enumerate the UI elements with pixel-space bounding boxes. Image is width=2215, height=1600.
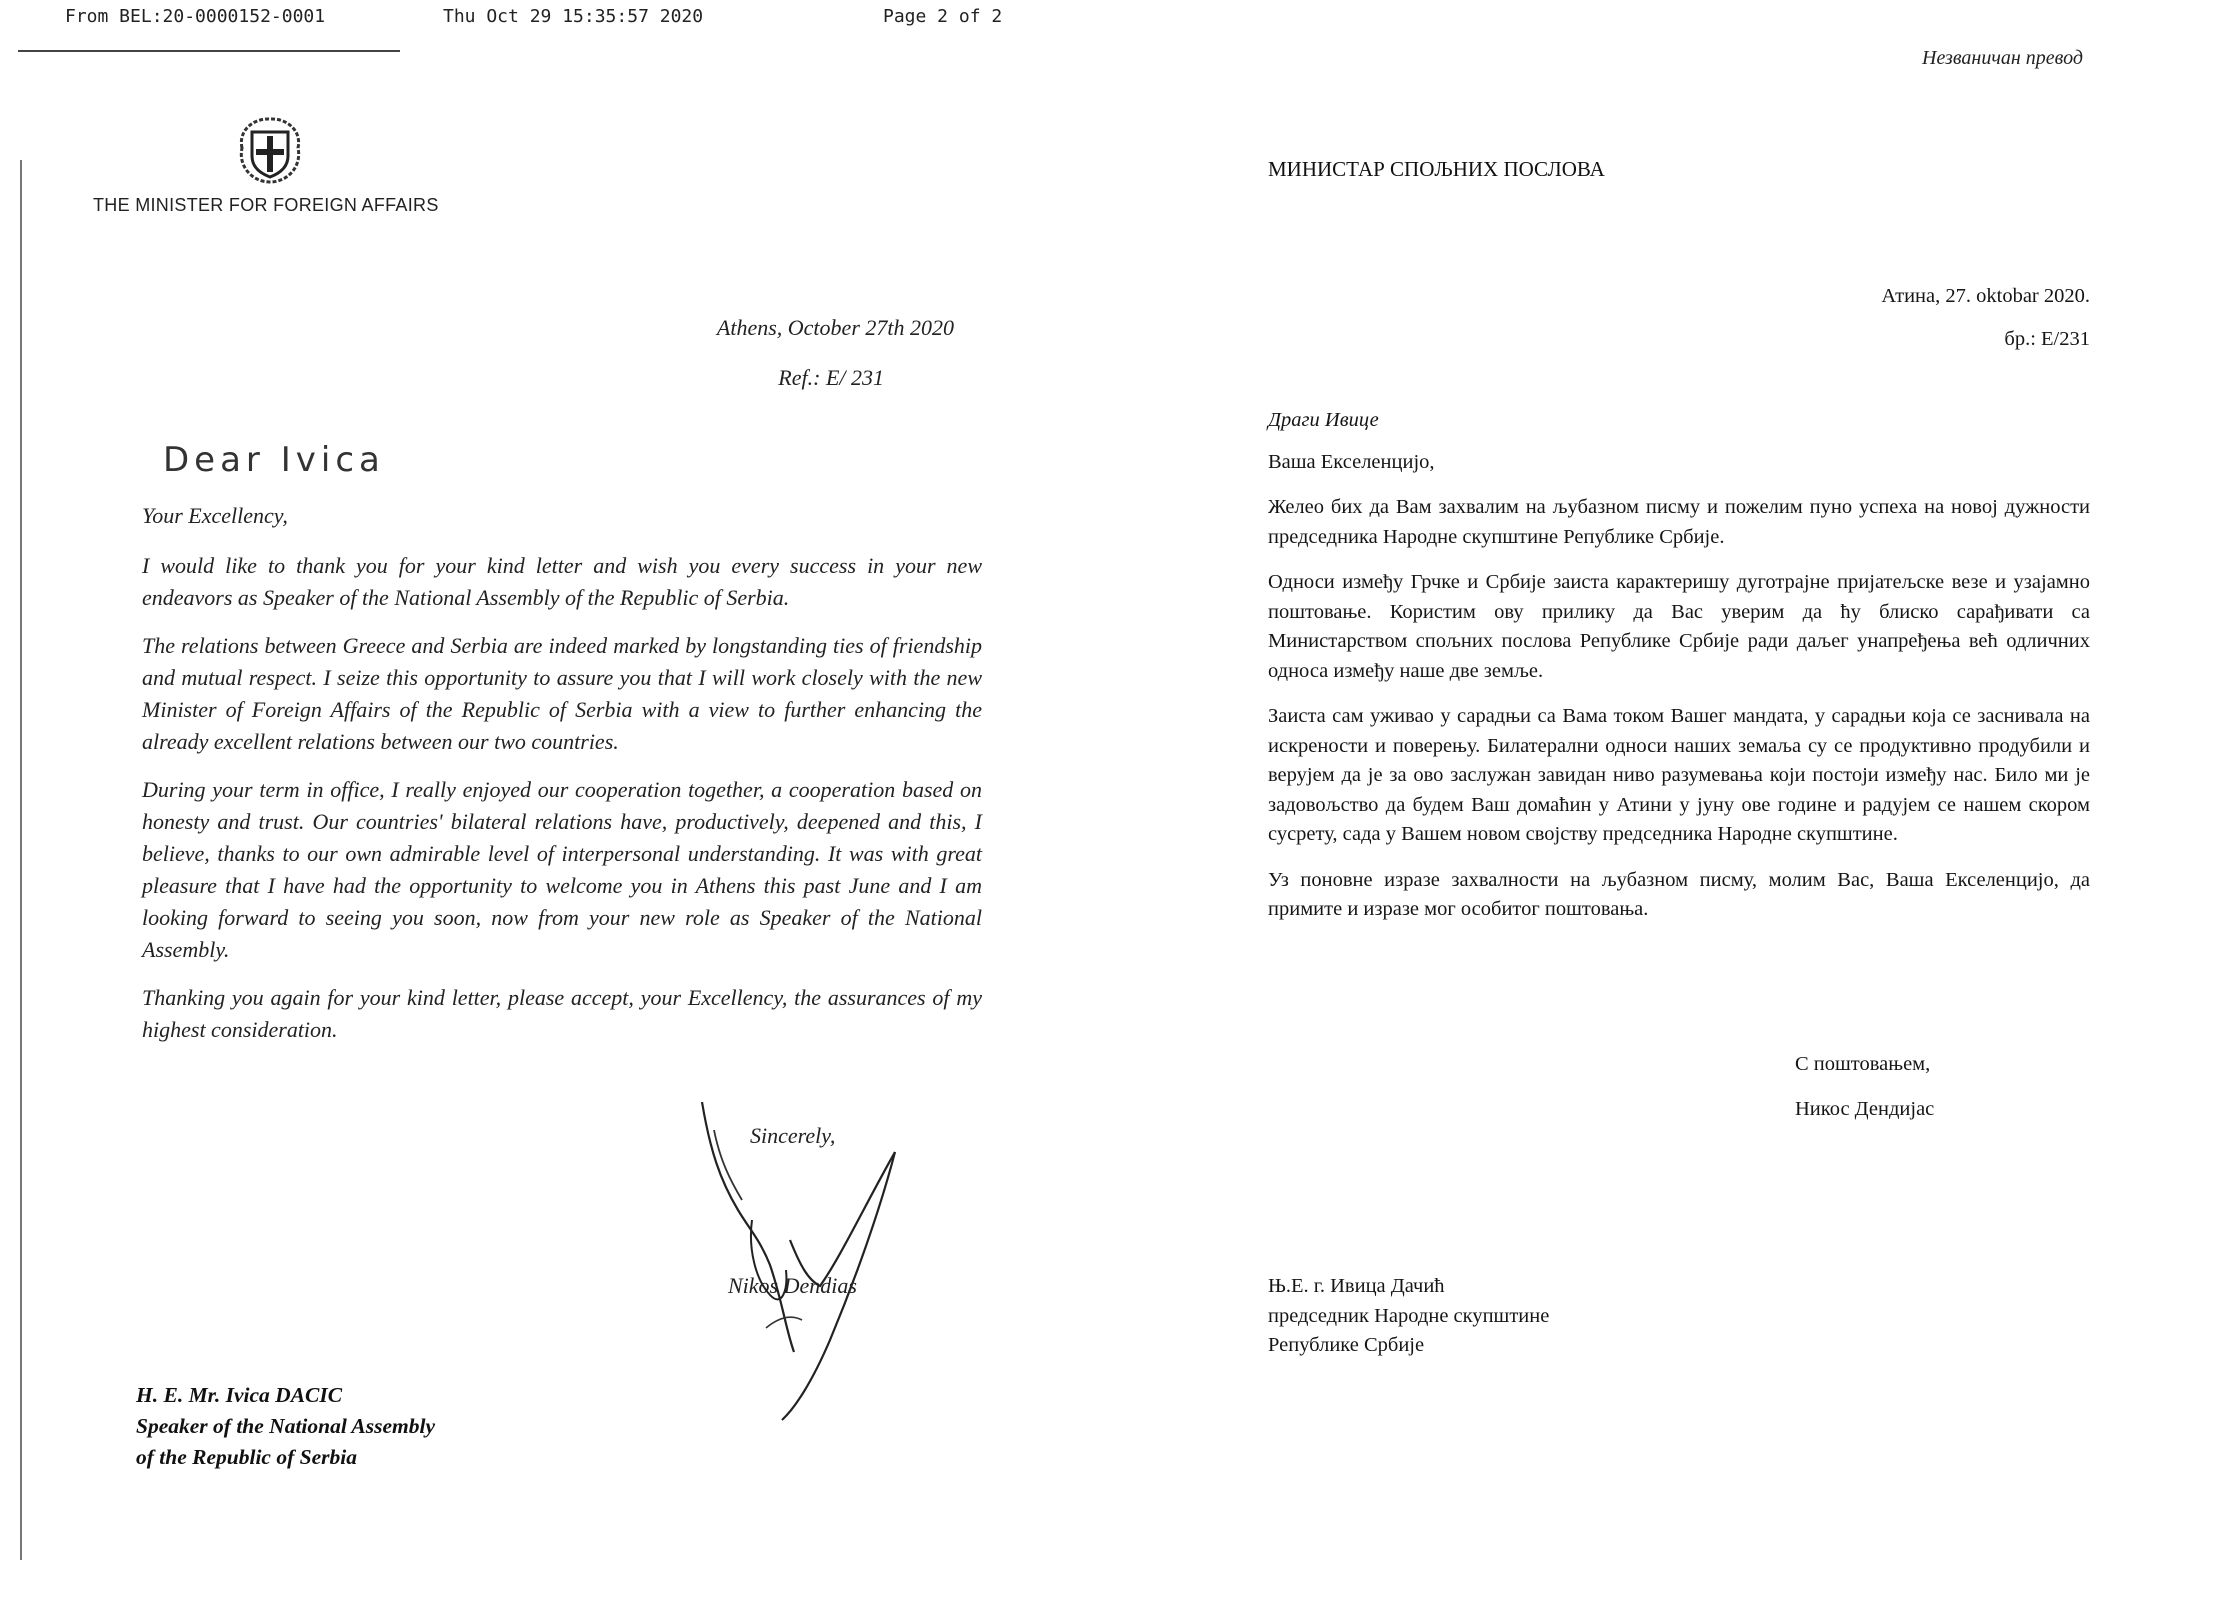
english-place-date: Athens, October 27th 2020: [716, 315, 954, 340]
english-closing: Sincerely,: [750, 1123, 836, 1148]
serbian-addressee-name: Њ.Е. г. Ивица Дачић: [1268, 1275, 1445, 1297]
translation-note: Незваничан превод: [1922, 47, 2083, 69]
serbian-salutation: Ваша Екселенцијо,: [1268, 450, 1435, 473]
serbian-place-date: Атина, 27. oktobar 2020.: [1881, 285, 2090, 307]
fax-page-number: Page 2 of 2: [883, 6, 1003, 27]
addressee-title: Speaker of the National Assembly: [136, 1414, 436, 1438]
serbian-paragraph-4: Уз поновне изразе захвалности на љубазном писму, молим Вас, Ваша Екселенцијо, да примите и изразе мог особитог поштовања.: [1268, 868, 2090, 920]
serbian-closing: С поштовањем,: [1795, 1053, 1931, 1075]
serbian-paragraph-1: Желео бих да Вам захвалим на љубазном писму и пожелим пуно успеха на новој дужности председника Народне скупштине Републике Србије.: [1268, 496, 2090, 548]
english-paragraph-1: I would like to thank you for your kind letter and wish you every success in your new endeavors as Speaker of the National Assembly of the Republic of Serbia.: [142, 553, 982, 610]
serbian-paragraph-3: Заиста сам уживао у сарадњи са Вама током Вашег мандата, у сарадњи која се заснивала на искрености и поверењу. Билатерални односи наших земаља су се продуктивно продубили и верујем да је за ово заслужан завидан ниво разумевања који постоји између нас. Било ми је задовољство да будем Ваш домаћин у Атини у јуну ове године и радујем се нашем скором сусрету, сада у Вашем новом својству председника Народне скупштине.: [1268, 705, 2090, 845]
serbian-signatory: Никос Дендијас: [1795, 1098, 1935, 1120]
addressee-name: H. E. Mr. Ivica DACIC: [136, 1383, 343, 1407]
english-signatory: Nikos Dendias: [728, 1273, 857, 1298]
serbian-paragraph-2: Односи између Грчке и Србије заиста карактеришу дуготрајне пријатељске везе и узајамно поштовање. Користим ову прилику да Вас уверим да ћу блиско сарађивати са Министарством спољних послова Републике Србије ради даљег унапређења већ одличних односа између наше две земље.: [1268, 571, 2090, 682]
english-paragraph-3: During your term in office, I really enjoyed our cooperation together, a cooperation based on honesty and trust. Our countries' bilateral relations have, productively, deepened and this, I believe, thanks to our own admirable level of interpersonal understanding. It was with great pleasure that I have had the opportunity to welcome you in Athens this past June and I am looking forward to seeing you soon, now from your new role as Speaker of the National Assembly.: [142, 777, 982, 962]
serbian-addressee-title: председник Народне скупштине: [1268, 1304, 1550, 1327]
serbian-reference: бр.: E/231: [2004, 328, 2090, 350]
serbian-letterhead: МИНИСТАР СПОЉНИХ ПОСЛОВА: [1268, 157, 1605, 181]
english-reference: Ref.: E/ 231: [778, 365, 884, 390]
serbian-addressee-institution: Републике Србије: [1268, 1334, 1425, 1356]
addressee-institution: of the Republic of Serbia: [136, 1445, 357, 1469]
serbian-greeting: Драги Ивице: [1268, 409, 1379, 431]
english-paragraph-2: The relations between Greece and Serbia are indeed marked by longstanding ties of friendship and mutual respect. I seize this opportunity to assure you that I will work closely with the new Minister of Foreign Affairs of the Republic of Serbia with a view to further enhancing the already excellent relations between our two countries.: [142, 633, 982, 754]
fax-sender: From BEL:20-0000152-0001: [65, 6, 326, 27]
fax-datetime: Thu Oct 29 15:35:57 2020: [443, 6, 704, 27]
english-paragraph-4: Thanking you again for your kind letter, please accept, your Excellency, the assurances of my highest consideration.: [142, 985, 982, 1042]
handwritten-greeting: Dear Ivica: [163, 440, 385, 480]
serbian-letter-body: [1268, 406, 2090, 925]
english-letter-body: [142, 500, 982, 1046]
fax-header-rule: [18, 50, 400, 52]
scan-edge-line: [20, 160, 22, 1560]
handwritten-signature: [690, 1090, 920, 1430]
greek-coat-of-arms-icon: [228, 108, 312, 192]
serbian-addressee-block: [1268, 1272, 1549, 1361]
english-letterhead: THE MINISTER FOR FOREIGN AFFAIRS: [93, 195, 439, 215]
english-salutation: Your Excellency,: [142, 503, 288, 528]
english-addressee-block: [136, 1380, 435, 1473]
